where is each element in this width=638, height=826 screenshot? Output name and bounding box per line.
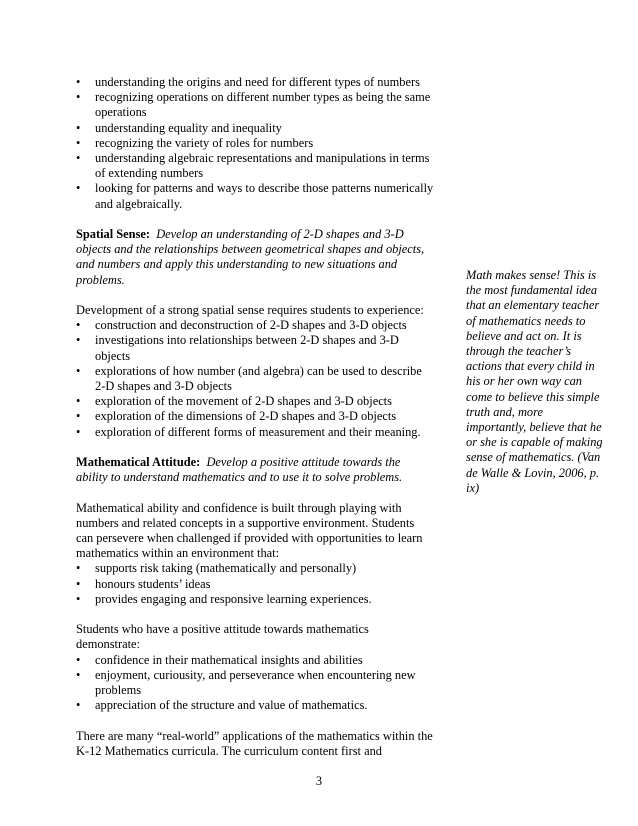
list-item: • understanding the origins and need for different types of numbers [76,75,420,89]
list-item: • investigations into relationships between 2-D shapes and 3-D objects [76,333,399,363]
page-number: 3 [315,774,323,788]
bullet: • [76,151,81,166]
bullet: • [76,75,81,89]
bullet: • [76,333,81,348]
bullet: • [76,181,81,196]
spatial-sense-goal [76,227,434,288]
number-sense-list [76,75,434,212]
attitude-intro: Mathematical ability and confidence is built through playing with numbers and related concepts in a supportive environment. Students can persevere when challenged if provided with opportunities to learn mathematics within an environment that: [76,500,423,561]
attitude-heading: Mathematical Attitude: [76,455,201,470]
bullet: • [76,561,81,576]
attitude-intro-2: Students who have a positive attitude towards mathematics demonstrate: [76,622,369,652]
list-item: • provides engaging and responsive learning experiences. [76,591,372,606]
bullet: • [76,698,81,713]
list-item: • enjoyment, curiousity, and perseverance when encountering new problems [76,667,416,698]
spatial-sense-heading: Spatial Sense: [76,227,151,242]
spatial-sense-list [76,318,434,440]
bullet: • [76,409,81,424]
list-item: • appreciation of the structure and value of mathematics. [76,698,368,713]
bullet: • [76,667,81,682]
attitude-list [76,561,434,607]
bullet: • [76,652,81,667]
attitude-goal [76,455,434,485]
bullet: • [76,120,81,135]
spatial-sense-goal-text: Develop an understanding of 2-D shapes and 3-D objects and the relationships between geometrical shapes and objects, and numbers and apply this understanding to new situations and problems. [76,227,425,287]
list-item: • understanding algebraic representations and manipulations in terms of extending numbers [76,151,430,181]
bullet: • [76,363,81,378]
list-item: • supports risk taking (mathematically and personally) [76,561,357,576]
bullet: • [76,318,81,333]
list-item: • recognizing the variety of roles for numbers [76,135,314,150]
bullet: • [76,424,81,439]
attitude-list-2 [76,653,434,714]
attitude-goal-text: Develop a positive attitude towards the ability to understand mathematics and to use it to solve problems. [76,455,403,485]
list-item: • explorations of how number (and algebra) can be used to describe 2-D shapes and 3-D objects [76,363,422,394]
list-item: • honours students’ ideas [76,576,211,591]
list-item: • looking for patterns and ways to describe those patterns numerically and algebraically. [76,181,434,211]
list-item: • exploration of different forms of measurement and their meaning. [76,424,421,439]
bullet: • [76,135,81,150]
bullet: • [76,90,81,105]
list-item: • confidence in their mathematical insights and abilities [76,652,363,667]
list-item: • understanding equality and inequality [76,120,282,135]
list-item: • exploration of the movement of 2-D shapes and 3-D objects [76,394,392,409]
bullet: • [76,394,81,409]
list-item: • recognizing operations on different number types as being the same operations [76,90,431,120]
spatial-sense-intro: Development of a strong spatial sense requires students to experience: [76,303,424,318]
bullet: • [76,576,81,591]
main-column [76,75,434,759]
closing-paragraph: There are many “real-world” applications of the mathematics within the K-12 Mathematics curricula. The curriculum content first and [76,728,433,758]
list-item: • construction and deconstruction of 2-D shapes and 3-D objects [76,318,407,333]
list-item: • exploration of the dimensions of 2-D shapes and 3-D objects [76,409,397,424]
sidebar-quote: Math makes sense! This is the most fundamental idea that an elementary teacher of mathematics needs to believe and act on. It is through the teacher’s actions that every child in his or her own way can come to believe this simple truth and, more importantly, believe that he or she is capable of making sense of mathematics. (Van de Walle & Lovin, 2006, p. ix) [466,268,603,495]
bullet: • [76,591,81,606]
